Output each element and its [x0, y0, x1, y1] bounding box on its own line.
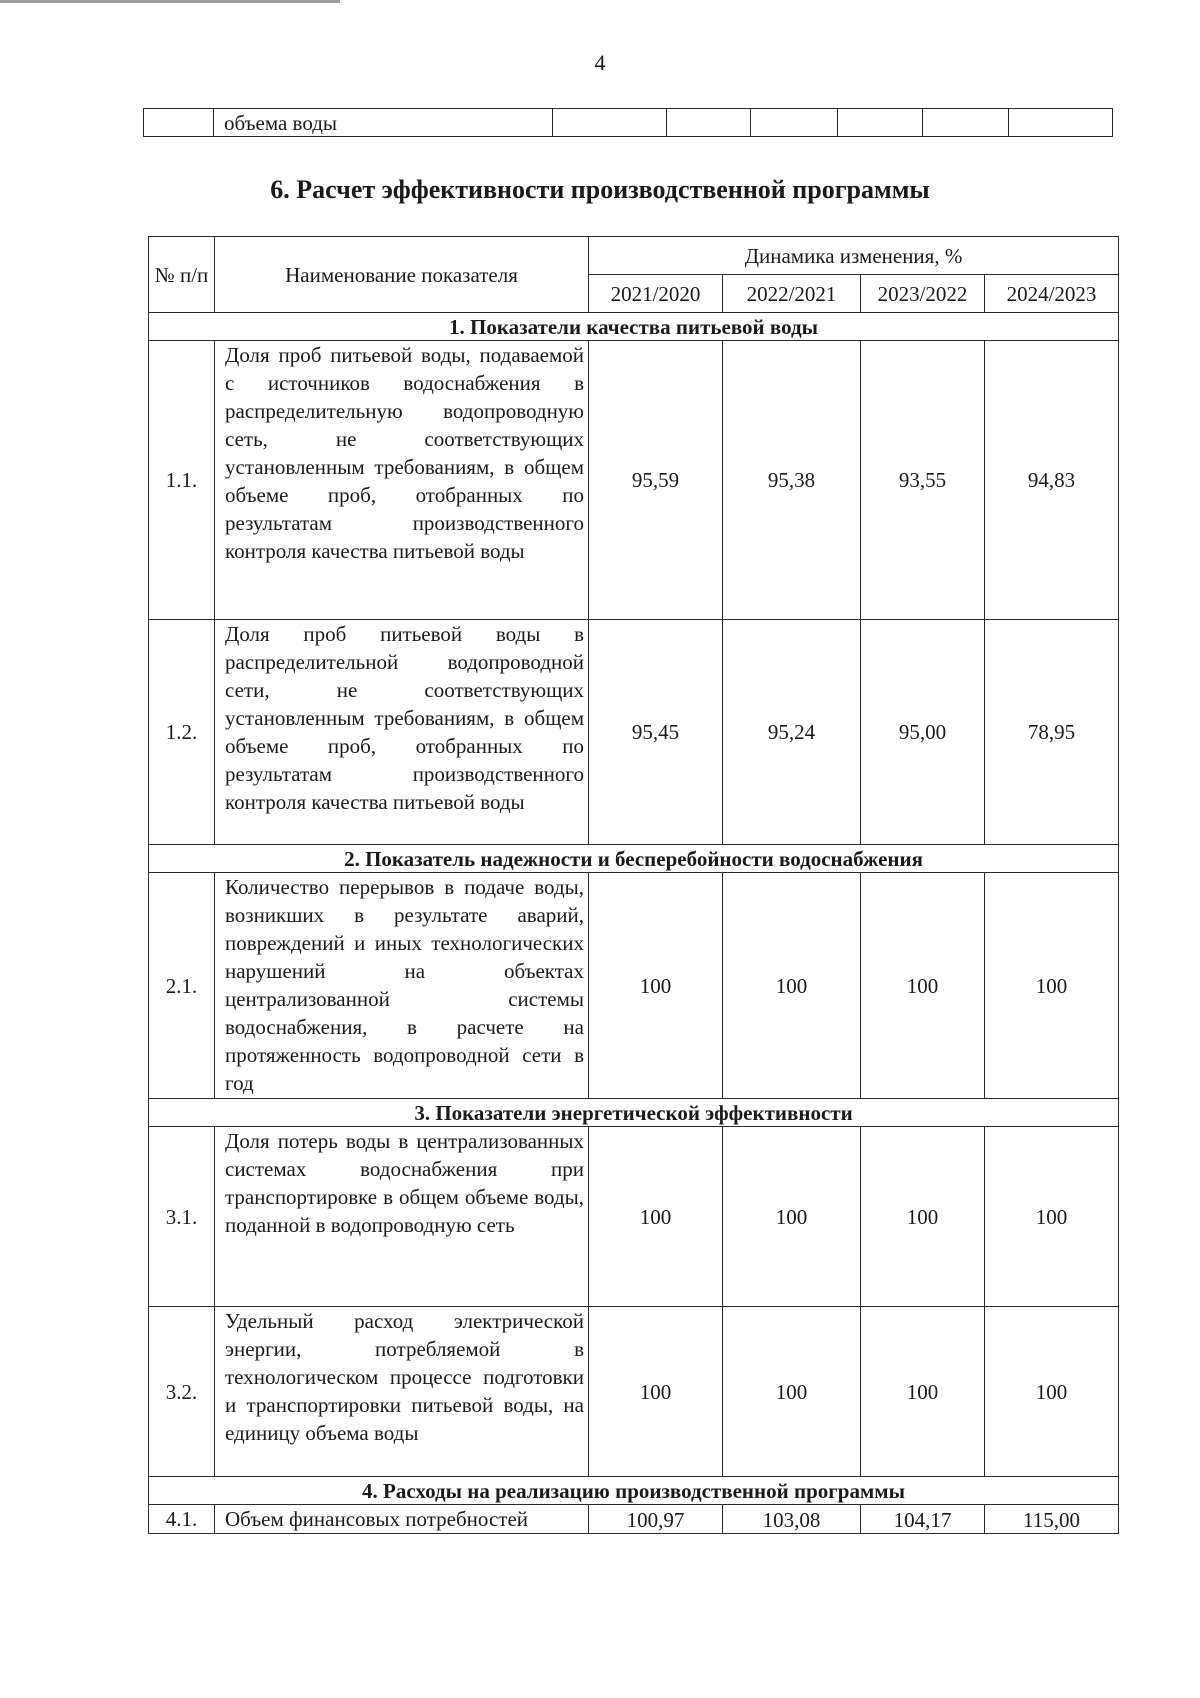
group-row: [149, 1099, 1119, 1127]
value-cell: 100: [985, 1307, 1119, 1477]
value-cell: 95,59: [589, 341, 723, 620]
value-cell: 95,38: [723, 341, 861, 620]
table-cell: [1009, 109, 1113, 137]
page-edge-rule: [0, 0, 340, 3]
efficiency-table: [148, 236, 1119, 1534]
value-cell: 100: [723, 1127, 861, 1307]
value-cell: 78,95: [985, 620, 1119, 845]
group-title: 4. Расходы на реализацию производственной программы: [149, 1477, 1119, 1505]
indicator-name: Доля потерь воды в централизованных системах водоснабжения при транспортировке в общем объеме воды, поданной в водопроводную сеть: [215, 1127, 589, 1307]
value-cell: 103,08: [723, 1505, 861, 1534]
table-row: [149, 1127, 1119, 1307]
value-cell: 100: [861, 1127, 985, 1307]
header-dynamics: Динамика изменения, %: [589, 237, 1119, 275]
header-year: 2024/2023: [985, 275, 1119, 313]
value-cell: 104,17: [861, 1505, 985, 1534]
group-title: 2. Показатель надежности и бесперебойности водоснабжения: [149, 845, 1119, 873]
value-cell: 100: [985, 873, 1119, 1099]
value-cell: 100: [723, 873, 861, 1099]
header-name: Наименование показателя: [215, 237, 589, 313]
indicator-name: Объем финансовых потребностей: [215, 1505, 589, 1534]
row-number: 1.1.: [149, 341, 215, 620]
group-row: [149, 313, 1119, 341]
row-number: 1.2.: [149, 620, 215, 845]
indicator-name: Доля проб питьевой воды, подаваемой с источников водоснабжения в распределительную водопроводную сеть, не соответствующих установленным требованиям, в общем объеме проб, отобранных по результатам производственного контроля качества питьевой воды: [215, 341, 589, 620]
table-row: [149, 620, 1119, 845]
table-cell: [923, 109, 1009, 137]
table-row: [149, 1505, 1119, 1534]
table-cell: [667, 109, 751, 137]
table-cell: [838, 109, 923, 137]
value-cell: 95,45: [589, 620, 723, 845]
value-cell: 95,24: [723, 620, 861, 845]
row-number: 4.1.: [149, 1505, 215, 1534]
row-number: 3.1.: [149, 1127, 215, 1307]
header-year: 2022/2021: [723, 275, 861, 313]
section-title: 6. Расчет эффективности производственной программы: [270, 175, 930, 204]
table-row: [149, 341, 1119, 620]
value-cell: 100: [589, 1307, 723, 1477]
row-number: 3.2.: [149, 1307, 215, 1477]
value-cell: 95,00: [861, 620, 985, 845]
table-row: [149, 1307, 1119, 1477]
header-year: 2021/2020: [589, 275, 723, 313]
continuation-text: объема воды: [214, 109, 553, 137]
continuation-table: [143, 108, 1113, 137]
table-cell: [553, 109, 667, 137]
indicator-name: Удельный расход электрической энергии, потребляемой в технологическом процессе подготовки и транспортировки питьевой воды, на единицу объема воды: [215, 1307, 589, 1477]
group-title: 1. Показатели качества питьевой воды: [149, 313, 1119, 341]
value-cell: 100: [589, 873, 723, 1099]
table-cell: [144, 109, 214, 137]
indicator-name: Доля проб питьевой воды в распределительной водопроводной сети, не соответствующих установленным требованиям, в общем объеме проб, отобранных по результатам производственного контроля качества питьевой воды: [215, 620, 589, 845]
value-cell: 93,55: [861, 341, 985, 620]
value-cell: 115,00: [985, 1505, 1119, 1534]
value-cell: 100: [985, 1127, 1119, 1307]
row-number: 2.1.: [149, 873, 215, 1099]
table-cell: [751, 109, 838, 137]
value-cell: 100: [589, 1127, 723, 1307]
group-title: 3. Показатели энергетической эффективности: [149, 1099, 1119, 1127]
continuation-row: [144, 109, 1113, 137]
header-row: [149, 237, 1119, 275]
value-cell: 100,97: [589, 1505, 723, 1534]
table-row: [149, 873, 1119, 1099]
value-cell: 94,83: [985, 341, 1119, 620]
header-num: № п/п: [149, 237, 215, 313]
value-cell: 100: [723, 1307, 861, 1477]
page-number: 4: [594, 50, 606, 75]
value-cell: 100: [861, 1307, 985, 1477]
value-cell: 100: [861, 873, 985, 1099]
indicator-name: Количество перерывов в подаче воды, возникших в результате аварий, повреждений и иных технологических нарушений на объектах централизованной системы водоснабжения, в расчете на протяженность водопроводной сети в год: [215, 873, 589, 1099]
group-row: [149, 845, 1119, 873]
group-row: [149, 1477, 1119, 1505]
header-year: 2023/2022: [861, 275, 985, 313]
